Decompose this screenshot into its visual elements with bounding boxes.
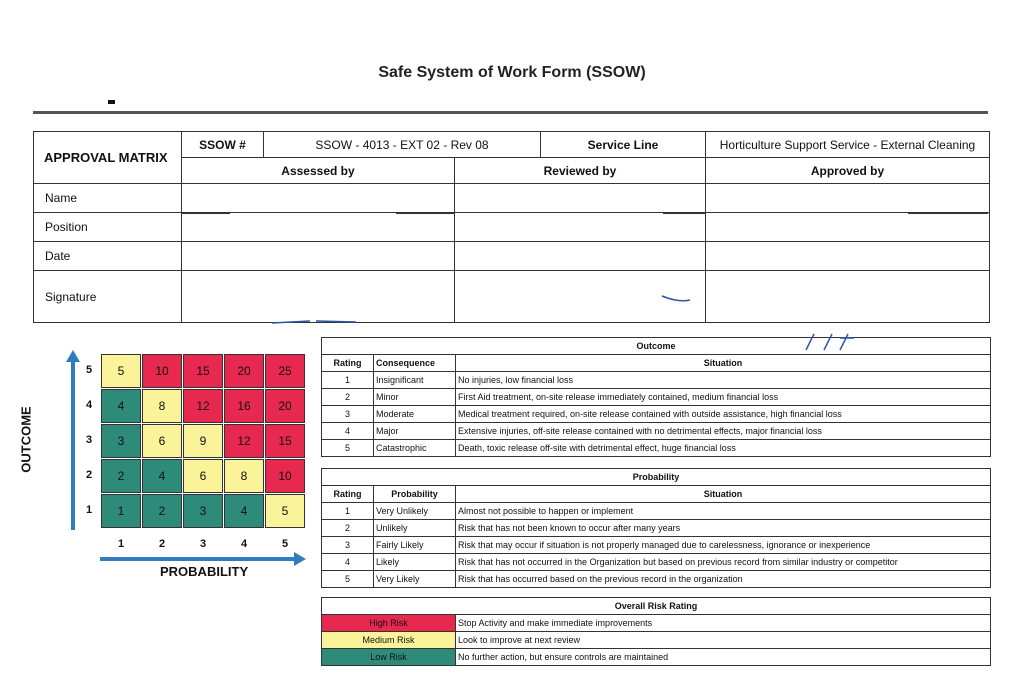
redaction-line xyxy=(182,270,230,271)
risk-cell: 10 xyxy=(142,354,182,388)
probability-situation: Almost not possible to happen or implement xyxy=(456,503,991,520)
assessed-by-header: Assessed by xyxy=(182,158,455,184)
probability-rating: 2 xyxy=(322,520,374,537)
overall-risk-row xyxy=(322,632,991,649)
approved-by-header: Approved by xyxy=(706,158,990,184)
outcome-tick-label: 2 xyxy=(86,469,93,481)
probability-situation: Risk that has not occurred in the Organization but based on previous record from similar industry or competitor xyxy=(456,554,991,571)
risk-level-label: Low Risk xyxy=(322,649,456,666)
risk-cell: 12 xyxy=(224,424,264,458)
assessed-name-cell[interactable] xyxy=(182,184,455,213)
approval-matrix-table xyxy=(33,131,990,323)
redaction-line xyxy=(182,241,230,242)
handwritten-signature-mark xyxy=(270,318,360,328)
redaction-line xyxy=(663,270,705,271)
outcome-name: Minor xyxy=(374,389,456,406)
outcome-rating-header: Rating xyxy=(322,355,374,372)
probability-row xyxy=(322,503,991,520)
outcome-row xyxy=(322,440,991,457)
handwritten-signature-mark xyxy=(660,292,694,306)
outcome-rating: 4 xyxy=(322,423,374,440)
outcome-table xyxy=(321,337,991,457)
outcome-row xyxy=(322,406,991,423)
probability-situation-header: Situation xyxy=(456,486,991,503)
redaction-line xyxy=(663,241,705,242)
overall-risk-row xyxy=(322,615,991,632)
probability-rating: 4 xyxy=(322,554,374,571)
probability-caption: Probability xyxy=(322,469,991,486)
row-label-name: Name xyxy=(34,184,182,213)
redaction-line xyxy=(182,213,230,214)
risk-cell: 4 xyxy=(142,459,182,493)
outcome-name: Insignificant xyxy=(374,372,456,389)
handwritten-tick-marks xyxy=(800,330,860,354)
reviewed-name-cell[interactable] xyxy=(455,184,706,213)
outcome-rating: 3 xyxy=(322,406,374,423)
reviewed-position-cell[interactable] xyxy=(455,213,706,242)
redaction-line xyxy=(908,241,988,242)
probability-rating: 5 xyxy=(322,571,374,588)
probability-rating: 3 xyxy=(322,537,374,554)
assessed-date-cell[interactable] xyxy=(182,242,455,271)
probability-name: Very Likely xyxy=(374,571,456,588)
ssow-number: SSOW - 4013 - EXT 02 - Rev 08 xyxy=(264,132,541,158)
approval-matrix-heading: APPROVAL MATRIX xyxy=(34,132,182,184)
title-divider xyxy=(33,111,988,114)
row-label-position: Position xyxy=(34,213,182,242)
service-line-label: Service Line xyxy=(541,132,706,158)
approved-signature-cell[interactable] xyxy=(706,271,990,323)
probability-name: Very Unlikely xyxy=(374,503,456,520)
outcome-situation-header: Situation xyxy=(456,355,991,372)
overall-risk-table xyxy=(321,597,991,666)
risk-cell: 20 xyxy=(224,354,264,388)
reviewed-date-cell[interactable] xyxy=(455,242,706,271)
service-line-value: Horticulture Support Service - External Cleaning xyxy=(706,132,990,158)
page-title: Safe System of Work Form (SSOW) xyxy=(378,64,646,81)
risk-cell: 6 xyxy=(142,424,182,458)
redaction-line xyxy=(908,213,988,214)
probability-name: Fairly Likely xyxy=(374,537,456,554)
probability-rating: 1 xyxy=(322,503,374,520)
outcome-situation: Extensive injuries, off-site release contained with no detrimental effects, major financial loss xyxy=(456,423,991,440)
probability-table xyxy=(321,468,991,588)
outcome-situation: First Aid treatment, on-site release immediately contained, medium financial loss xyxy=(456,389,991,406)
probability-situation: Risk that has occurred based on the previous record in the organization xyxy=(456,571,991,588)
outcome-tick-label: 5 xyxy=(86,364,93,376)
risk-cell: 4 xyxy=(224,494,264,528)
ssow-label: SSOW # xyxy=(182,132,264,158)
risk-cell: 2 xyxy=(101,459,141,493)
probability-tick-label: 5 xyxy=(282,538,289,550)
probability-row xyxy=(322,537,991,554)
risk-cell: 3 xyxy=(183,494,223,528)
risk-matrix-grid xyxy=(101,354,306,529)
outcome-name: Catastrophic xyxy=(374,440,456,457)
outcome-tick-label: 1 xyxy=(86,504,93,516)
outcome-row xyxy=(322,389,991,406)
probability-tick-label: 3 xyxy=(200,538,207,550)
risk-cell: 5 xyxy=(265,494,305,528)
risk-cell: 4 xyxy=(101,389,141,423)
risk-cell: 1 xyxy=(101,494,141,528)
approved-position-cell[interactable] xyxy=(706,213,990,242)
risk-cell: 15 xyxy=(183,354,223,388)
outcome-name: Moderate xyxy=(374,406,456,423)
probability-name: Likely xyxy=(374,554,456,571)
outcome-consequence-header: Consequence xyxy=(374,355,456,372)
approved-name-cell[interactable] xyxy=(706,184,990,213)
risk-cell: 25 xyxy=(265,354,305,388)
probability-name-header: Probability xyxy=(374,486,456,503)
row-label-signature: Signature xyxy=(34,271,182,323)
probability-row xyxy=(322,554,991,571)
outcome-situation: Death, toxic release off-site with detrimental effect, huge financial loss xyxy=(456,440,991,457)
outcome-tick-label: 4 xyxy=(86,399,93,411)
probability-axis-title: PROBABILITY xyxy=(160,564,249,579)
risk-cell: 2 xyxy=(142,494,182,528)
overall-risk-caption: Overall Risk Rating xyxy=(322,598,991,615)
probability-tick-label: 4 xyxy=(241,538,248,550)
redaction-line xyxy=(396,270,454,271)
risk-cell: 10 xyxy=(265,459,305,493)
row-label-date: Date xyxy=(34,242,182,271)
probability-tick-label: 1 xyxy=(118,538,125,550)
probability-row xyxy=(322,520,991,537)
assessed-position-cell[interactable] xyxy=(182,213,455,242)
risk-cell: 8 xyxy=(142,389,182,423)
probability-situation: Risk that may occur if situation is not properly managed due to carelessness, ignorance or inexperience xyxy=(456,537,991,554)
outcome-rating: 1 xyxy=(322,372,374,389)
outcome-row xyxy=(322,423,991,440)
outcome-row xyxy=(322,372,991,389)
redaction-line xyxy=(908,270,988,271)
risk-cell: 20 xyxy=(265,389,305,423)
risk-cell: 16 xyxy=(224,389,264,423)
risk-level-label: High Risk xyxy=(322,615,456,632)
approved-date-cell[interactable] xyxy=(706,242,990,271)
risk-cell: 3 xyxy=(101,424,141,458)
probability-row xyxy=(322,571,991,588)
outcome-axis-title: OUTCOME xyxy=(18,406,34,473)
outcome-rating: 5 xyxy=(322,440,374,457)
risk-level-label: Medium Risk xyxy=(322,632,456,649)
redaction-line xyxy=(396,213,454,214)
outcome-situation: No injuries, low financial loss xyxy=(456,372,991,389)
risk-cell: 15 xyxy=(265,424,305,458)
risk-level-action: Look to improve at next review xyxy=(456,632,991,649)
probability-situation: Risk that has not been known to occur after many years xyxy=(456,520,991,537)
assessed-signature-cell[interactable] xyxy=(182,271,455,323)
outcome-tick-label: 3 xyxy=(86,434,93,446)
risk-level-action: No further action, but ensure controls are maintained xyxy=(456,649,991,666)
risk-cell: 6 xyxy=(183,459,223,493)
overall-risk-row xyxy=(322,649,991,666)
probability-rating-header: Rating xyxy=(322,486,374,503)
outcome-situation: Medical treatment required, on-site release contained with outside assistance, high financial loss xyxy=(456,406,991,423)
reviewed-by-header: Reviewed by xyxy=(455,158,706,184)
probability-name: Unlikely xyxy=(374,520,456,537)
outcome-rating: 2 xyxy=(322,389,374,406)
outcome-name: Major xyxy=(374,423,456,440)
redaction-line xyxy=(663,213,705,214)
risk-cell: 5 xyxy=(101,354,141,388)
risk-cell: 9 xyxy=(183,424,223,458)
probability-tick-label: 2 xyxy=(159,538,166,550)
risk-level-action: Stop Activity and make immediate improvements xyxy=(456,615,991,632)
redaction-line xyxy=(396,241,454,242)
risk-cell: 12 xyxy=(183,389,223,423)
outcome-axis-arrow xyxy=(66,350,80,530)
scan-mark xyxy=(108,100,115,104)
risk-cell: 8 xyxy=(224,459,264,493)
outcome-caption: Outcome xyxy=(322,338,991,355)
